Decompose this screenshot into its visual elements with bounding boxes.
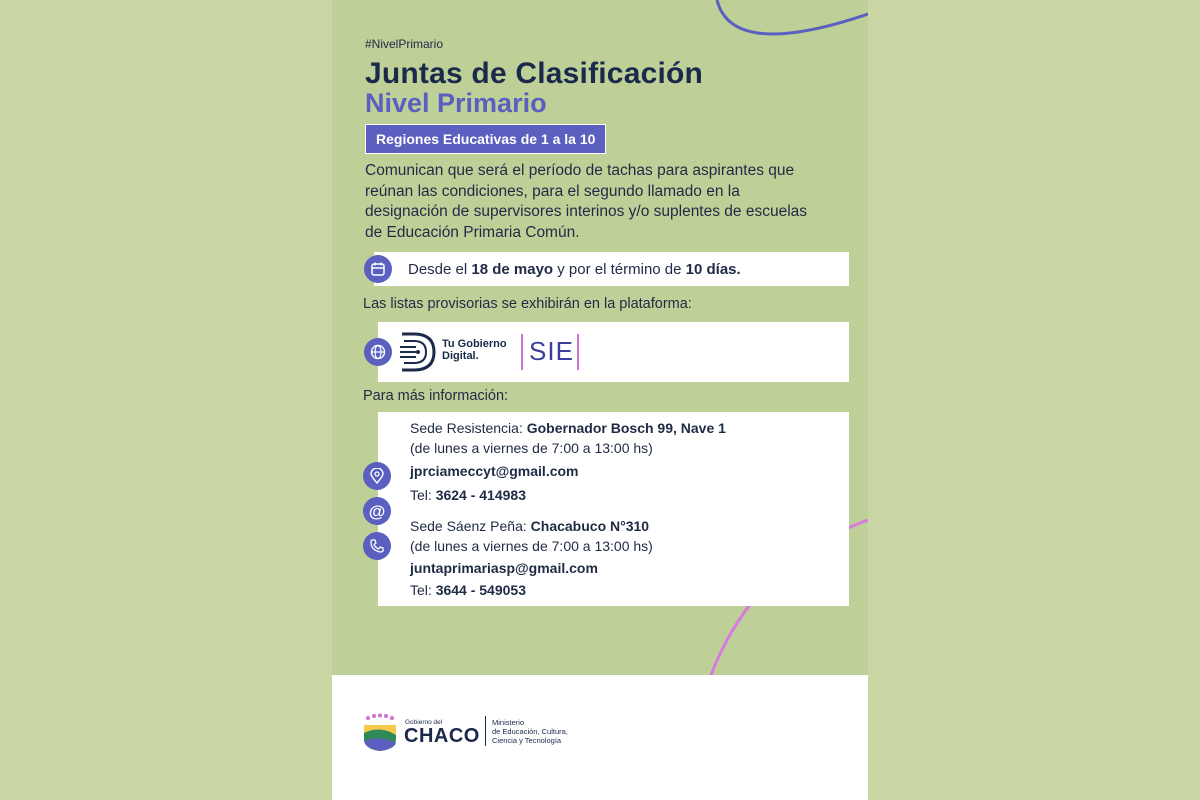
globe-icon (364, 338, 392, 366)
divider (485, 716, 486, 746)
sede-resistencia-address: Sede Resistencia: Gobernador Bosch 99, Nave 1 (410, 420, 726, 436)
platform-label: Las listas provisorias se exhibirán en la plataforma: (363, 296, 692, 312)
sede-resistencia-hours: (de lunes a viernes de 7:00 a 13:00 hs) (410, 440, 653, 456)
more-info-label: Para más información: (363, 388, 509, 404)
gobierno-del-text: Gobierno del (405, 719, 443, 726)
tu-gobierno-digital-text: Tu Gobierno Digital. (442, 338, 507, 362)
sede-saenz-pena-hours: (de lunes a viernes de 7:00 a 13:00 hs) (410, 538, 653, 554)
platform-box (378, 322, 849, 382)
date-banner (374, 252, 849, 286)
sede-saenz-pena-address: Sede Sáenz Peña: Chacabuco N°310 (410, 518, 650, 534)
phone-icon (363, 532, 391, 560)
page-subtitle: Nivel Primario (365, 88, 547, 118)
chaco-emblem-icon (360, 713, 400, 753)
sede-saenz-pena-phone: Tel: 3644 - 549053 (410, 582, 526, 598)
at-icon: @ (363, 497, 391, 525)
sie-logo: SIE (529, 336, 574, 366)
tu-gobierno-digital-logo-icon (398, 330, 438, 374)
ministerio-text: Ministerio de Educación, Cultura, Ciencia y Tecnología (492, 718, 568, 745)
location-pin-icon (363, 462, 391, 490)
page-title: Juntas de Clasificación (365, 57, 704, 90)
contact-box (378, 412, 849, 606)
date-text: Desde el 18 de mayo y por el término de 10 días. (408, 261, 741, 278)
regions-badge: Regiones Educativas de 1 a la 10 (365, 124, 606, 154)
sede-resistencia-phone: Tel: 3624 - 414983 (410, 487, 526, 503)
divider (521, 334, 523, 370)
divider (577, 334, 579, 370)
announcement-card (332, 0, 868, 800)
sede-resistencia-email[interactable]: jprciameccyt@gmail.com (410, 463, 579, 479)
intro-paragraph: Comunican que será el período de tachas para aspirantes que reúnan las condiciones, para el segundo llamado en la designación de supervisores interinos y/o suplentes de escuelas de Educación Primaria Común. (365, 162, 808, 241)
chaco-text: CHACO (404, 725, 480, 747)
sede-saenz-pena-email[interactable]: juntaprimariasp@gmail.com (410, 560, 598, 576)
footer (332, 675, 868, 800)
calendar-icon (364, 255, 392, 283)
hashtag: #NivelPrimario (365, 37, 444, 51)
